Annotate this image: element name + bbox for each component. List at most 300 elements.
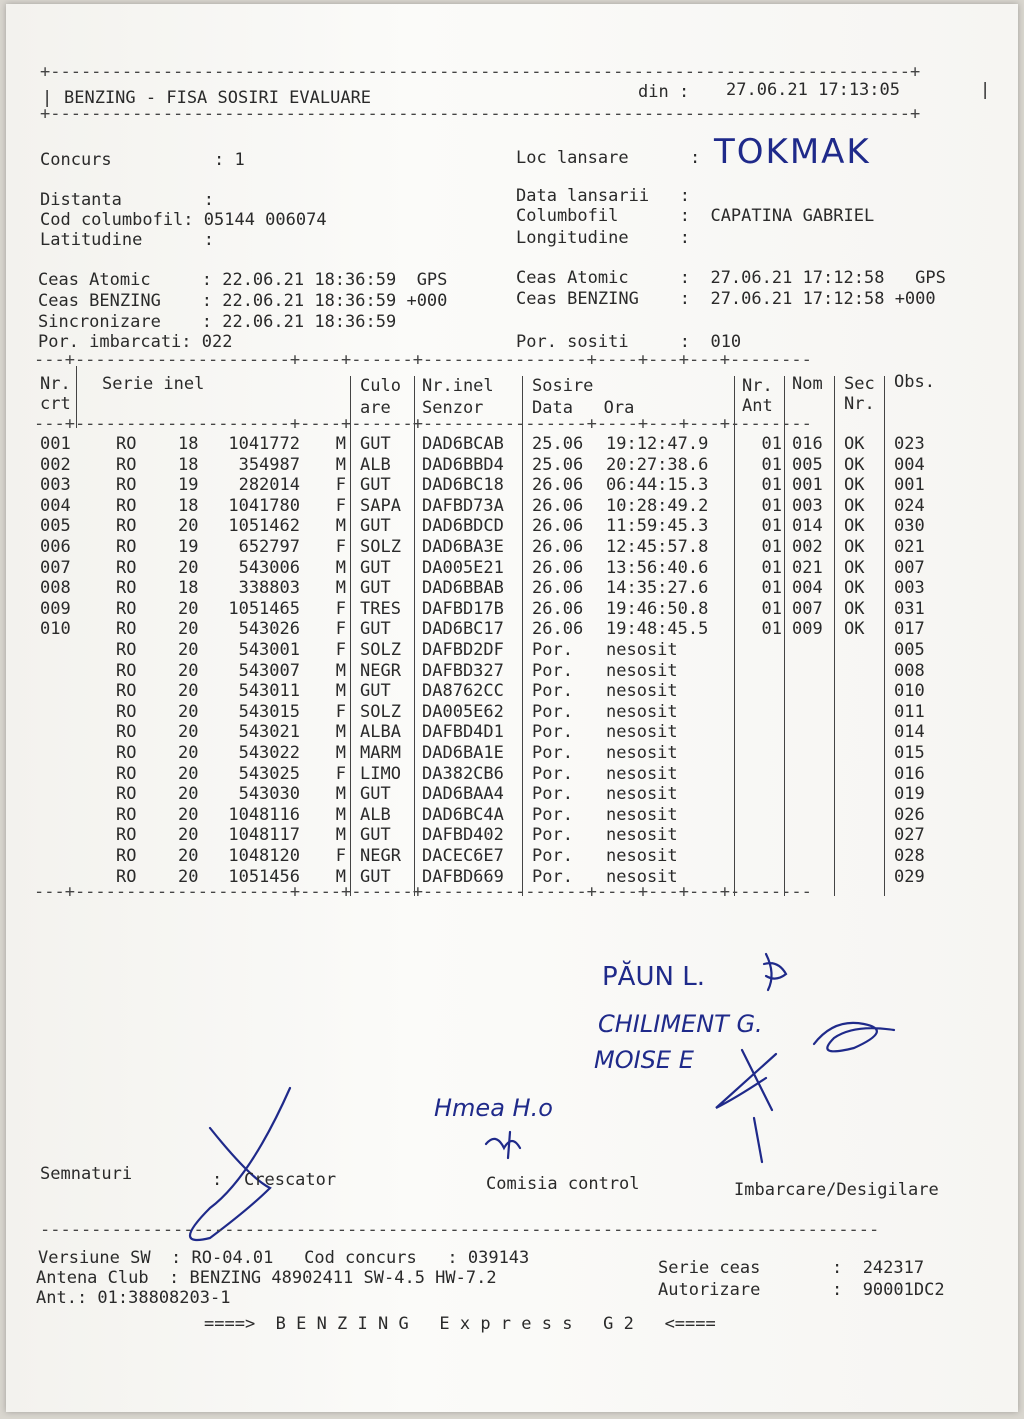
th-nom: Nom	[792, 374, 823, 394]
cell-inel: 338803	[238, 578, 300, 599]
cell-sec: OK	[844, 619, 865, 640]
field-columbofil: Columbofil : CAPATINA GABRIEL	[516, 206, 875, 226]
cell-ora: nesosit	[606, 763, 678, 784]
cell-sex: M	[335, 804, 346, 825]
cell-inel: 543001	[238, 640, 300, 660]
cell-senzor: DA382CB6	[422, 763, 504, 784]
cell-sec: OK	[844, 475, 865, 496]
cell-tara: RO	[116, 434, 137, 454]
header-border-bottom: +------------------------------------------------------------------------------------+	[40, 104, 921, 124]
cell-data: Por.	[532, 701, 573, 722]
cell-sex: F	[335, 475, 346, 496]
cell-inel: 543006	[238, 557, 300, 578]
cell-cul: GUT	[360, 557, 391, 578]
cell-nr: 005	[40, 516, 71, 537]
cell-obs: 027	[894, 825, 925, 846]
cell-cul: LIMO	[360, 763, 401, 784]
cell-ant: 01	[761, 454, 782, 475]
cell-senzor: DAD6BCAB	[422, 434, 504, 454]
th-sosire-2: Data Ora	[532, 398, 635, 418]
signature-comisia: Comisia control	[486, 1174, 640, 1194]
handwritten-name-2: CHILIMENT G.	[598, 1010, 763, 1038]
cell-senzor: DAFBD669	[422, 866, 504, 887]
cell-nom: 009	[792, 619, 823, 640]
cell-nom: 002	[792, 537, 823, 557]
cell-tara: RO	[116, 846, 137, 866]
footer-versiune: Versiune SW : RO-04.01 Cod concurs : 039143	[38, 1248, 530, 1268]
cell-an: 18	[178, 578, 199, 599]
cell-sex: F	[335, 619, 346, 640]
cell-cul: GUT	[360, 475, 391, 496]
cell-ora: nesosit	[606, 660, 678, 681]
cell-senzor: DA005E21	[422, 557, 504, 578]
cell-sex: M	[335, 516, 346, 537]
cell-an: 18	[178, 454, 199, 475]
cell-ant: 01	[761, 475, 782, 496]
footer-rule: ----------------------------------------------------------------------------------	[40, 1220, 880, 1240]
cell-an: 20	[178, 784, 199, 805]
cell-data: Por.	[532, 660, 573, 681]
cell-tara: RO	[116, 804, 137, 825]
header-left-bar: |	[42, 88, 53, 108]
field-por-sositi: Por. sositi : 010	[516, 332, 742, 352]
cell-sec: OK	[844, 454, 865, 475]
cell-sex: F	[335, 846, 346, 866]
cell-cul: GUT	[360, 866, 391, 887]
cell-sec: OK	[844, 578, 865, 599]
cell-tara: RO	[116, 537, 137, 557]
cell-ant: 01	[761, 537, 782, 557]
th-obs: Obs.	[894, 372, 935, 392]
cell-data: 25.06	[532, 454, 584, 475]
cell-cul: ALBA	[360, 722, 401, 743]
cell-obs: 014	[894, 722, 925, 743]
header-din-value: 27.06.21 17:13:05	[726, 80, 900, 100]
cell-sex: M	[335, 681, 346, 702]
cell-tara: RO	[116, 495, 137, 516]
cell-data: 26.06	[532, 495, 584, 516]
field-distanta: Distanta :	[40, 190, 214, 210]
printed-sheet	[6, 4, 1018, 1412]
cell-ora: nesosit	[606, 722, 678, 743]
cell-inel: 1051462	[228, 516, 300, 537]
cell-inel: 1051465	[228, 598, 300, 619]
cell-obs: 010	[894, 681, 925, 702]
cell-cul: GUT	[360, 619, 391, 640]
cell-inel: 354987	[238, 454, 300, 475]
field-por-imbarcati: Por. imbarcati: 022	[38, 332, 233, 352]
cell-inel: 543025	[238, 763, 300, 784]
cell-sex: M	[335, 743, 346, 763]
cell-an: 20	[178, 846, 199, 866]
cell-obs: 024	[894, 495, 925, 516]
cell-obs: 030	[894, 516, 925, 537]
th-ant-1: Nr.	[742, 376, 773, 396]
cell-senzor: DAD6BA1E	[422, 743, 504, 763]
cell-obs: 019	[894, 784, 925, 805]
cell-senzor: DAD6BC18	[422, 475, 504, 496]
cell-tara: RO	[116, 825, 137, 846]
cell-an: 18	[178, 495, 199, 516]
cell-nr: 006	[40, 537, 71, 557]
cell-ora: 10:28:49.2	[606, 495, 709, 516]
cell-sex: F	[335, 763, 346, 784]
cell-ora: nesosit	[606, 784, 678, 805]
cell-senzor: DAFBD17B	[422, 598, 504, 619]
cell-an: 20	[178, 619, 199, 640]
table-border-top: ---+---------------------+----+------+----------------+----+---+---+--------	[34, 350, 812, 370]
cell-data: Por.	[532, 722, 573, 743]
field-sincronizare: Sincronizare : 22.06.21 18:36:59	[38, 312, 397, 332]
cell-obs: 015	[894, 743, 925, 763]
cell-nr: 009	[40, 598, 71, 619]
cell-an: 19	[178, 537, 199, 557]
cell-ora: nesosit	[606, 640, 678, 660]
signatures-colon: :	[212, 1170, 223, 1190]
cell-obs: 028	[894, 846, 925, 866]
cell-ant: 01	[761, 557, 782, 578]
cell-an: 20	[178, 804, 199, 825]
handwritten-name-4: Hmea H.o	[434, 1094, 553, 1122]
cell-data: 26.06	[532, 516, 584, 537]
cell-inel: 543021	[238, 722, 300, 743]
cell-obs: 017	[894, 619, 925, 640]
signature-mark	[716, 1050, 776, 1162]
cell-ora: nesosit	[606, 846, 678, 866]
cell-obs: 004	[894, 454, 925, 475]
cell-an: 19	[178, 475, 199, 496]
field-longitudine: Longitudine :	[516, 228, 690, 248]
cell-senzor: DAFBD73A	[422, 495, 504, 516]
cell-senzor: DAFBD4D1	[422, 722, 504, 743]
cell-an: 20	[178, 681, 199, 702]
cell-ora: 19:12:47.9	[606, 434, 709, 454]
footer-serie-ceas: Serie ceas : 242317	[658, 1258, 925, 1278]
cell-obs: 005	[894, 640, 925, 660]
cell-obs: 011	[894, 701, 925, 722]
cell-data: Por.	[532, 640, 573, 660]
th-nrinel-1: Nr.inel	[422, 376, 494, 396]
cell-inel: 282014	[238, 475, 300, 496]
cell-data: Por.	[532, 743, 573, 763]
cell-ora: nesosit	[606, 804, 678, 825]
cell-sex: M	[335, 660, 346, 681]
cell-ora: nesosit	[606, 866, 678, 887]
cell-data: Por.	[532, 763, 573, 784]
cell-cul: GUT	[360, 434, 391, 454]
cell-tara: RO	[116, 681, 137, 702]
cell-inel: 543026	[238, 619, 300, 640]
field-ceas-atomic-left: Ceas Atomic : 22.06.21 18:36:59 GPS	[38, 270, 448, 290]
cell-tara: RO	[116, 475, 137, 496]
field-ceas-benzing-left: Ceas BENZING : 22.06.21 18:36:59 +000	[38, 291, 448, 311]
cell-inel: 543011	[238, 681, 300, 702]
cell-an: 20	[178, 660, 199, 681]
cell-nom: 007	[792, 598, 823, 619]
cell-ora: 19:48:45.5	[606, 619, 709, 640]
cell-an: 18	[178, 434, 199, 454]
cell-obs: 003	[894, 578, 925, 599]
cell-an: 20	[178, 598, 199, 619]
cell-data: Por.	[532, 846, 573, 866]
cell-tara: RO	[116, 454, 137, 475]
cell-cul: NEGR	[360, 660, 401, 681]
th-sosire-1: Sosire	[532, 376, 594, 396]
footer-antena: Antena Club : BENZING 48902411 SW-4.5 HW-7.2	[36, 1268, 497, 1288]
cell-ora: nesosit	[606, 825, 678, 846]
cell-ora: nesosit	[606, 701, 678, 722]
cell-tara: RO	[116, 784, 137, 805]
cell-data: 26.06	[532, 598, 584, 619]
cell-nr: 007	[40, 557, 71, 578]
cell-inel: 1041772	[228, 434, 300, 454]
cell-tara: RO	[116, 722, 137, 743]
cell-ora: 19:46:50.8	[606, 598, 709, 619]
cell-an: 20	[178, 825, 199, 846]
cell-tara: RO	[116, 516, 137, 537]
cell-nom: 016	[792, 434, 823, 454]
cell-senzor: DAD6BC17	[422, 619, 504, 640]
cell-senzor: DAFBD327	[422, 660, 504, 681]
th-nrinel-2: Senzor	[422, 398, 484, 418]
th-culoare-2: are	[360, 398, 391, 418]
cell-inel: 1048117	[228, 825, 300, 846]
header-din-label: din :	[638, 82, 690, 102]
cell-ant: 01	[761, 495, 782, 516]
cell-tara: RO	[116, 619, 137, 640]
field-cod-columbofil: Cod columbofil: 05144 006074	[40, 210, 327, 230]
th-ant-2: Ant	[742, 396, 773, 416]
cell-cul: GUT	[360, 578, 391, 599]
cell-cul: SOLZ	[360, 701, 401, 722]
header-right-bar: |	[980, 80, 991, 100]
signatures-label: Semnaturi	[40, 1164, 133, 1184]
cell-senzor: DAD6BBAB	[422, 578, 504, 599]
cell-cul: TRES	[360, 598, 401, 619]
cell-ora: 20:27:38.6	[606, 454, 709, 475]
cell-sec: OK	[844, 537, 865, 557]
cell-inel: 543022	[238, 743, 300, 763]
cell-cul: ALB	[360, 454, 391, 475]
cell-cul: MARM	[360, 743, 401, 763]
cell-data: Por.	[532, 681, 573, 702]
cell-sec: OK	[844, 434, 865, 454]
cell-cul: GUT	[360, 784, 391, 805]
cell-tara: RO	[116, 640, 137, 660]
cell-ora: 12:45:57.8	[606, 537, 709, 557]
cell-nom: 001	[792, 475, 823, 496]
signature-scribbles	[6, 4, 1018, 1412]
cell-obs: 016	[894, 763, 925, 784]
cell-senzor: DA005E62	[422, 701, 504, 722]
footer-benzing-express: ====> B E N Z I N G E x p r e s s G 2 <====	[204, 1314, 716, 1334]
cell-senzor: DAFBD402	[422, 825, 504, 846]
cell-data: 25.06	[532, 434, 584, 454]
cell-ora: 11:59:45.3	[606, 516, 709, 537]
cell-tara: RO	[116, 763, 137, 784]
cell-ant: 01	[761, 619, 782, 640]
cell-cul: GUT	[360, 825, 391, 846]
cell-data: 26.06	[532, 578, 584, 599]
cell-nr: 004	[40, 495, 71, 516]
field-ceas-benzing-right: Ceas BENZING : 27.06.21 17:12:58 +000	[516, 289, 936, 309]
cell-sec: OK	[844, 495, 865, 516]
cell-ant: 01	[761, 578, 782, 599]
cell-senzor: DACEC6E7	[422, 846, 504, 866]
cell-cul: SAPA	[360, 495, 401, 516]
cell-sex: M	[335, 722, 346, 743]
cell-nr: 001	[40, 434, 71, 454]
cell-senzor: DAD6BBD4	[422, 454, 504, 475]
cell-cul: GUT	[360, 516, 391, 537]
cell-data: 26.06	[532, 475, 584, 496]
cell-obs: 001	[894, 475, 925, 496]
th-culoare-1: Culo	[360, 376, 401, 396]
cell-nom: 014	[792, 516, 823, 537]
cell-data: Por.	[532, 784, 573, 805]
table-header-rule: ---+---------------------+----+------+----------------+----+---+---+--------	[34, 414, 812, 434]
cell-an: 20	[178, 763, 199, 784]
cell-sec: OK	[844, 598, 865, 619]
cell-ora: 13:56:40.6	[606, 557, 709, 578]
footer-autorizare: Autorizare : 90001DC2	[658, 1280, 945, 1300]
cell-nom: 003	[792, 495, 823, 516]
th-serie: Serie inel	[102, 374, 205, 394]
cell-sex: M	[335, 454, 346, 475]
cell-an: 20	[178, 640, 199, 660]
footer-ant: Ant.: 01:38808203-1	[36, 1288, 231, 1308]
cell-inel: 652797	[238, 537, 300, 557]
cell-obs: 007	[894, 557, 925, 578]
cell-ora: nesosit	[606, 743, 678, 763]
cell-nom: 005	[792, 454, 823, 475]
cell-obs: 029	[894, 866, 925, 887]
cell-senzor: DAD6BDCD	[422, 516, 504, 537]
cell-data: Por.	[532, 825, 573, 846]
cell-an: 20	[178, 866, 199, 887]
signature-crescator: Crescator	[244, 1170, 337, 1190]
handwritten-name-3: MOISE E	[594, 1046, 694, 1074]
th-nr-1: Nr.	[40, 374, 71, 394]
cell-sex: F	[335, 495, 346, 516]
cell-ant: 01	[761, 516, 782, 537]
cell-an: 20	[178, 722, 199, 743]
cell-data: 26.06	[532, 557, 584, 578]
field-concurs: Concurs : 1	[40, 150, 245, 170]
cell-an: 20	[178, 701, 199, 722]
cell-cul: SOLZ	[360, 640, 401, 660]
cell-nom: 004	[792, 578, 823, 599]
cell-nom: 021	[792, 557, 823, 578]
cell-sex: F	[335, 537, 346, 557]
cell-obs: 021	[894, 537, 925, 557]
cell-nr: 008	[40, 578, 71, 599]
cell-tara: RO	[116, 660, 137, 681]
header-border-top: +------------------------------------------------------------------------------------+	[40, 62, 921, 82]
cell-inel: 1051456	[228, 866, 300, 887]
cell-data: 26.06	[532, 619, 584, 640]
cell-senzor: DAD6BC4A	[422, 804, 504, 825]
cell-tara: RO	[116, 578, 137, 599]
field-ceas-atomic-right: Ceas Atomic : 27.06.21 17:12:58 GPS	[516, 268, 946, 288]
cell-inel: 1048116	[228, 804, 300, 825]
cell-tara: RO	[116, 743, 137, 763]
cell-sec: OK	[844, 516, 865, 537]
field-data-lansarii: Data lansarii :	[516, 186, 690, 206]
signature-mark	[486, 1132, 520, 1158]
cell-obs: 031	[894, 598, 925, 619]
cell-cul: NEGR	[360, 846, 401, 866]
cell-inel: 543030	[238, 784, 300, 805]
header-title: BENZING - FISA SOSIRI EVALUARE	[64, 88, 372, 108]
cell-sex: F	[335, 598, 346, 619]
th-sec-1: Sec	[844, 374, 875, 394]
cell-tara: RO	[116, 701, 137, 722]
cell-obs: 026	[894, 804, 925, 825]
handwritten-name-1: PĂUN L.	[602, 962, 705, 992]
cell-cul: GUT	[360, 681, 391, 702]
cell-an: 20	[178, 516, 199, 537]
cell-senzor: DAD6BA3E	[422, 537, 504, 557]
cell-nr: 010	[40, 619, 71, 640]
th-sec-2: Nr.	[844, 394, 875, 414]
cell-sex: M	[335, 578, 346, 599]
signature-mark	[190, 1088, 290, 1240]
cell-ant: 01	[761, 434, 782, 454]
cell-sex: M	[335, 825, 346, 846]
cell-data: Por.	[532, 804, 573, 825]
cell-inel: 1041780	[228, 495, 300, 516]
cell-inel: 1048120	[228, 846, 300, 866]
cell-tara: RO	[116, 866, 137, 887]
cell-sex: M	[335, 557, 346, 578]
cell-data: 26.06	[532, 537, 584, 557]
cell-nr: 003	[40, 475, 71, 496]
cell-an: 20	[178, 557, 199, 578]
cell-inel: 543007	[238, 660, 300, 681]
th-nr-2: crt	[40, 394, 71, 414]
cell-ora: 06:44:15.3	[606, 475, 709, 496]
field-loc-lansare-handwritten: TOKMAK	[714, 132, 871, 172]
cell-sex: M	[335, 434, 346, 454]
signature-imbarcare: Imbarcare/Desigilare	[734, 1180, 939, 1200]
signature-mark	[814, 1023, 894, 1051]
cell-ant: 01	[761, 598, 782, 619]
field-latitudine: Latitudine :	[40, 230, 214, 250]
cell-data: Por.	[532, 866, 573, 887]
signature-mark	[764, 954, 786, 990]
table-border-bottom: ---+---------------------+----+------+----------------+----+---+---+--------	[34, 882, 812, 902]
cell-obs: 008	[894, 660, 925, 681]
cell-sex: M	[335, 784, 346, 805]
cell-cul: SOLZ	[360, 537, 401, 557]
field-loc-lansare-label: Loc lansare :	[516, 148, 701, 168]
cell-senzor: DA8762CC	[422, 681, 504, 702]
cell-ora: 14:35:27.6	[606, 578, 709, 599]
cell-nr: 002	[40, 454, 71, 475]
cell-tara: RO	[116, 557, 137, 578]
cell-tara: RO	[116, 598, 137, 619]
cell-sex: F	[335, 640, 346, 660]
cell-senzor: DAD6BAA4	[422, 784, 504, 805]
cell-obs: 023	[894, 434, 925, 454]
cell-senzor: DAFBD2DF	[422, 640, 504, 660]
cell-sex: M	[335, 866, 346, 887]
cell-sec: OK	[844, 557, 865, 578]
cell-cul: ALB	[360, 804, 391, 825]
cell-ora: nesosit	[606, 681, 678, 702]
cell-sex: F	[335, 701, 346, 722]
